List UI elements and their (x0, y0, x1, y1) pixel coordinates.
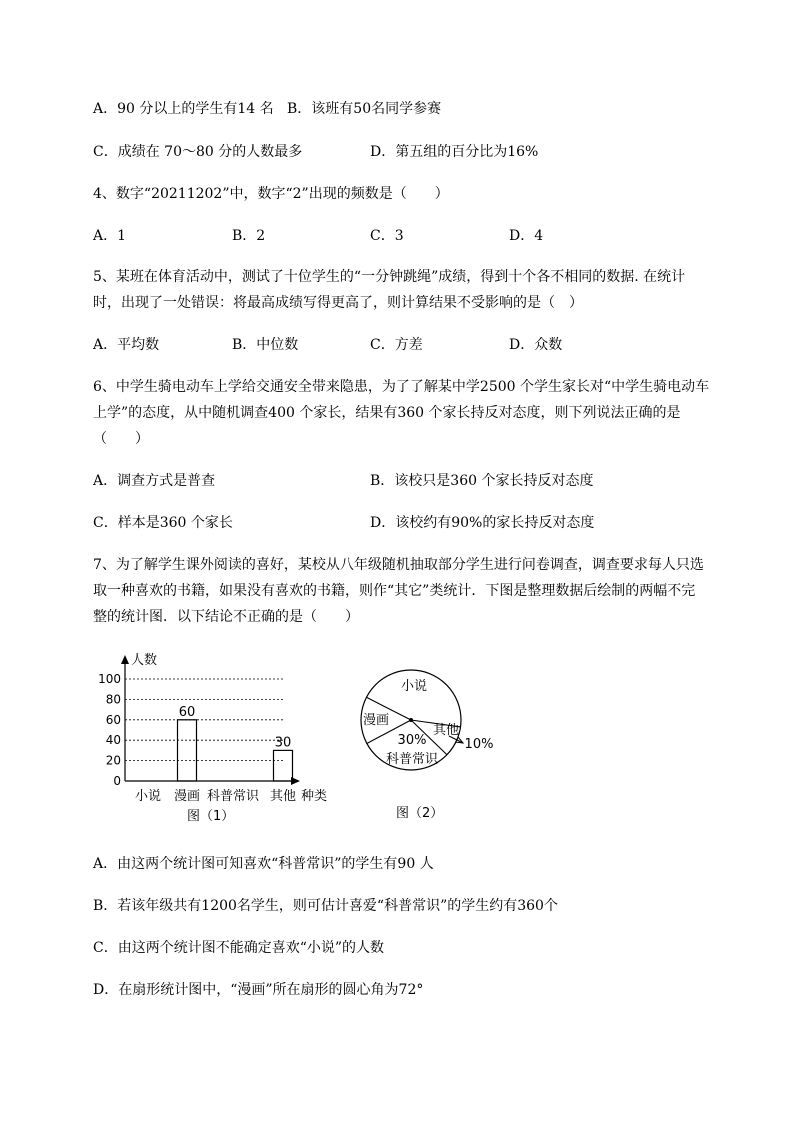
q4-option-a: A．1 (93, 228, 127, 244)
y-tick-label: 20 (105, 753, 121, 768)
pie-slice-label: 漫画 (362, 713, 390, 728)
bar-chart-grid (125, 679, 283, 761)
q7-option-a: A．由这两个统计图可知喜欢“科普常识”的学生有90 人 (93, 856, 434, 872)
q6-option-d: D．该校约有90%的家长持反对态度 (370, 515, 595, 531)
q7-stem-line3: 整的统计图．以下结论不正确的是（ ） (93, 609, 359, 625)
bar-chart-y-ticks (98, 672, 121, 788)
q5-option-b: B．中位数 (232, 337, 299, 353)
q4-option-c: C．3 (370, 228, 404, 244)
q7-option-b: B．若该年级共有1200名学生，则可估计喜爱“科普常识”的学生约有360个 (93, 898, 558, 914)
bar-chart-caption: 图（1） (187, 809, 235, 824)
q7-option-c: C．由这两个统计图不能确定喜欢“小说”的人数 (93, 940, 385, 956)
bar-chart (95, 648, 355, 828)
bar-chart-y-label: 人数 (131, 653, 158, 668)
bar (274, 750, 293, 781)
pie-slice-label: 科普常识 (385, 752, 439, 767)
q3-option-a: A．90 分以上的学生有14 名 (93, 101, 274, 117)
q5-stem-line1: 5、某班在体育活动中，测试了十位学生的“一分钟跳绳”成绩，得到十个各不相同的数据. 在统计 (93, 269, 686, 285)
q7-stem-line2: 取一种喜欢的书籍，如果没有喜欢的书籍，则作“其它”类统计．下图是整理数据后绘制的两幅不完 (93, 583, 696, 599)
y-tick-label: 60 (105, 712, 121, 727)
pie-chart-caption: 图（2） (396, 806, 444, 820)
q5-option-a: A．平均数 (93, 337, 160, 353)
q6-option-c: C．样本是360 个家长 (93, 515, 233, 531)
x-category-label: 漫画 (173, 789, 201, 804)
q5-option-d: D．众数 (509, 337, 563, 353)
bar (178, 720, 197, 781)
bar-chart-bars (178, 705, 293, 781)
q5-option-c: C．方差 (370, 337, 423, 353)
pie-slice-label: 小说 (400, 679, 428, 694)
pie-slice-label: 其他 (432, 723, 460, 738)
q6-stem-line1: 6、中学生骑电动车上学给交通安全带来隐患，为了了解某中学2500 个学生家长对“中学生骑电动车 (93, 379, 710, 395)
y-tick-label: 80 (105, 692, 121, 707)
y-tick-label: 40 (105, 733, 121, 748)
q4-stem: 4、数字“20211202”中，数字“2”出现的频数是（ ） (93, 186, 449, 202)
q3-option-d: D．第五组的百分比为16% (370, 144, 539, 160)
q7-stem-line1: 7、为了解学生课外阅读的喜好，某校从八年级随机抽取部分学生进行问卷调查，调查要求每人只选 (93, 557, 704, 573)
y-tick-label: 100 (98, 672, 121, 686)
x-category-label: 小说 (134, 789, 162, 804)
q6-option-b: B．该校只是360 个家长持反对态度 (370, 473, 594, 489)
pie-chart-center (409, 718, 413, 722)
pie-chart-labels (363, 679, 493, 767)
q7-option-d: D．在扇形统计图中，“漫画”所在扇形的圆心角为72° (93, 982, 424, 998)
q3-option-c: C．成绩在 70～80 分的人数最多 (93, 144, 303, 160)
q6-stem-line2: 上学”的态度，从中随机调查400 个家长，结果有360 个家长持反对态度，则下列说法正确的是 (93, 405, 681, 421)
x-category-label: 其他 (269, 789, 297, 804)
q4-option-b: B．2 (232, 228, 266, 244)
bar-chart-x-label: 种类 (301, 789, 328, 804)
bar-data-label: 60 (178, 704, 196, 720)
x-category-label: 科普常识 (206, 789, 260, 804)
q4-option-d: D．4 (509, 228, 544, 244)
q5-stem-line2: 时，出现了一处错误：将最高成绩写得更高了，则计算结果不受影响的是（ ） (93, 295, 583, 311)
q6-stem-line3: （ ） (93, 431, 149, 447)
y-tick-label: 0 (113, 774, 121, 788)
pie-data-label: 10% (464, 737, 494, 752)
q3-option-b: B．该班有50名同学参赛 (287, 101, 442, 117)
bar-data-label: 30 (274, 735, 292, 751)
y-axis-arrow (121, 655, 129, 664)
pie-data-label: 30% (397, 733, 427, 748)
bar-chart-categories (135, 788, 296, 804)
q6-option-a: A．调查方式是普查 (93, 473, 216, 489)
pie-chart (350, 660, 510, 820)
